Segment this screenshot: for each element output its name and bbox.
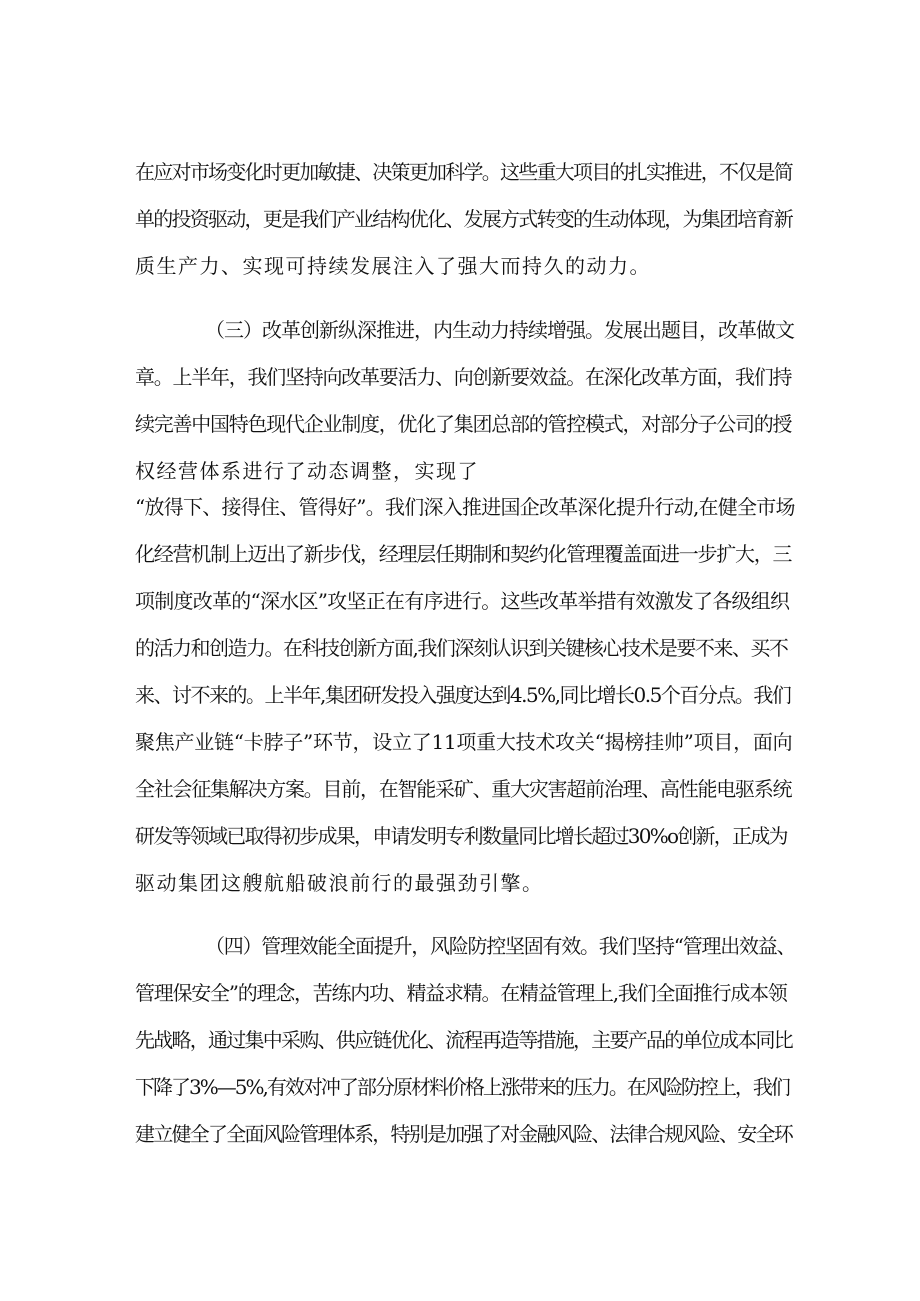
section-heading-four: （四）管理效能全面提升，风险防控坚固有效。我们坚持“管理出效益、 <box>205 934 796 958</box>
text-line: 在应对市场变化时更加敏捷、决策更加科学。这些重大项目的扎实推进，不仅是简 <box>135 160 792 184</box>
text-line: 来、讨不来的。上半年,集团研发投入强度达到4.5%,同比增长0.5个百分点。我们 <box>135 683 791 707</box>
text-line: 单的投资驱动，更是我们产业结构优化、发展方式转变的生动体现，为集团培育新 <box>135 207 792 231</box>
text-line: “放得下、接得住、管得好”。我们深入推进国企改革深化提升行动,在健全市场 <box>135 495 795 519</box>
text-line: 项制度改革的“深水区”攻坚正在有序进行。这些改革举措有效激发了各级组织 <box>135 589 790 613</box>
text-line: 下降了3%—5%,有效对冲了部分原材料价格上涨带来的压力。在风险防控上，我们 <box>135 1075 789 1099</box>
text-line: 研发等领域已取得初步成果，申请发明专利数量同比增长超过30%o创新，正成为 <box>135 824 787 848</box>
text-line: 续完善中国特色现代企业制度，优化了集团总部的管控模式，对部分子公司的授 <box>135 412 792 436</box>
text-line: 先战略，通过集中采购、供应链优化、流程再造等措施，主要产品的单位成本同比 <box>135 1028 792 1052</box>
text-line: 全社会征集解决方案。目前，在智能采矿、重大灾害超前治理、高性能电驱系统 <box>135 777 792 801</box>
text-line: 的活力和创造力。在科技创新方面,我们深刻认识到关键核心技术是要不来、买不 <box>135 636 788 660</box>
text-line: 化经营机制上迈出了新步伐，经理层任期制和契约化管理覆盖面进一步扩大，三 <box>135 542 792 566</box>
text-line: 质生产力、实现可持续发展注入了强大而持久的动力。 <box>135 254 651 278</box>
text-line: 聚焦产业链“卡脖子”环节，设立了11项重大技术攻关“揭榜挂帅”项目，面向 <box>135 730 793 754</box>
text-line: 权经营体系进行了动态调整，实现了 <box>135 459 479 483</box>
section-heading-three: （三）改革创新纵深推进，内生动力持续增强。发展出题目，改革做文 <box>205 318 794 342</box>
text-line: 驱动集团这艘航船破浪前行的最强劲引擎。 <box>135 871 544 895</box>
text-line: 章。上半年，我们坚持向改革要活力、向创新要效益。在深化改革方面，我们持 <box>135 365 792 389</box>
text-line: 管理保安全”的理念，苦练内功、精益求精。在精益管理上,我们全面推行成本领 <box>135 981 787 1005</box>
text-line: 建立健全了全面风险管理体系，特别是加强了对金融风险、法律合规风险、安全环 <box>135 1122 792 1146</box>
